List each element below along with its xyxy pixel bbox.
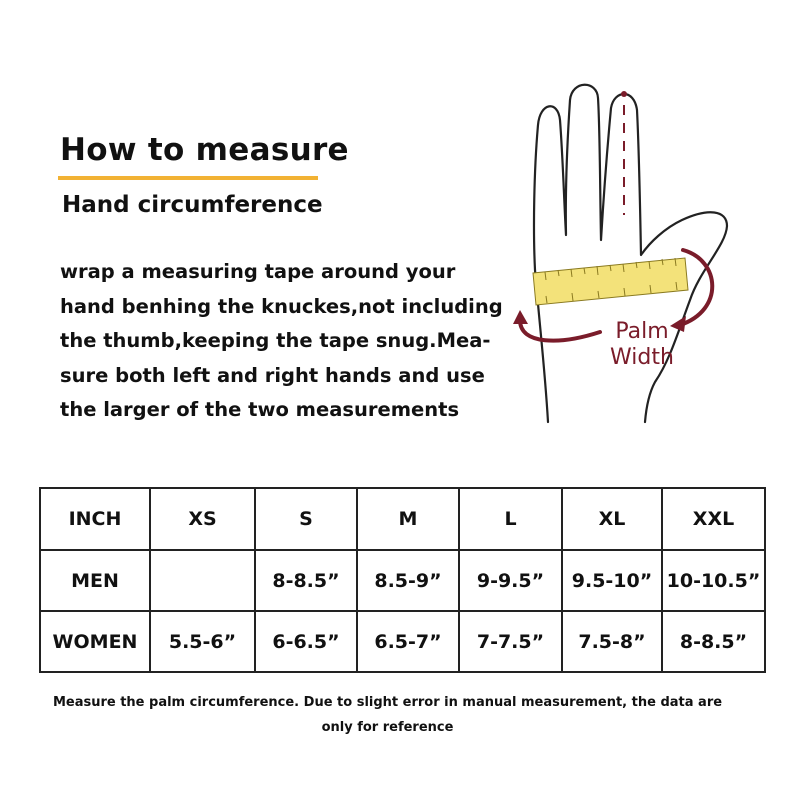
wrap-arrow-left (520, 320, 600, 341)
table-header-cell: XS (150, 488, 255, 550)
arrow-head-left (513, 310, 528, 324)
table-cell: 8-8.5” (662, 611, 765, 672)
table-header-cell: L (459, 488, 562, 550)
footnote-line: Measure the palm circumference. Due to slight error in manual measurement, the data are (52, 695, 723, 710)
width-label: Width (610, 345, 674, 370)
title-underline (58, 176, 318, 180)
table-header-row (40, 488, 765, 550)
table-header-cell: XL (562, 488, 662, 550)
table-cell (150, 550, 255, 611)
table-header-cell: XXL (662, 488, 765, 550)
instruction-line: sure both left and right hands and use (60, 363, 485, 387)
table-cell: 9-9.5” (459, 550, 562, 611)
size-table (39, 487, 766, 673)
table-header-cell: INCH (40, 488, 150, 550)
table-cell: 8-8.5” (255, 550, 357, 611)
hand-outline (534, 85, 727, 422)
table-cell: 8.5-9” (357, 550, 459, 611)
table-cell: 5.5-6” (150, 611, 255, 672)
table-cell: 7-7.5” (459, 611, 562, 672)
instruction-line: wrap a measuring tape around your (60, 260, 456, 283)
footnote-line: only for reference (321, 720, 454, 735)
table-cell: 6-6.5” (255, 611, 357, 672)
instruction-line: hand benhing the knuckes,not including (60, 294, 503, 318)
footnote (0, 690, 775, 740)
arrow-head-right (670, 316, 686, 332)
page-subtitle: Hand circumference (62, 192, 323, 218)
palm-label: Palm (615, 319, 669, 344)
table-cell: 6.5-7” (357, 611, 459, 672)
table-header-cell: S (255, 488, 357, 550)
table-row (40, 550, 765, 611)
table-row (40, 611, 765, 672)
page-title: How to measure (60, 132, 349, 168)
finger-tip-dot (621, 91, 627, 97)
row-label: WOMEN (40, 611, 150, 672)
table-cell: 7.5-8” (562, 611, 662, 672)
instruction-line: the larger of the two measurements (60, 398, 460, 421)
table-cell: 10-10.5” (662, 550, 765, 611)
instructions-text (60, 255, 503, 428)
instruction-line: the thumb,keeping the tape snug.Mea- (60, 329, 491, 352)
hand-illustration (500, 70, 790, 440)
table-header-cell: M (357, 488, 459, 550)
row-label: MEN (40, 550, 150, 611)
table-cell: 9.5-10” (562, 550, 662, 611)
